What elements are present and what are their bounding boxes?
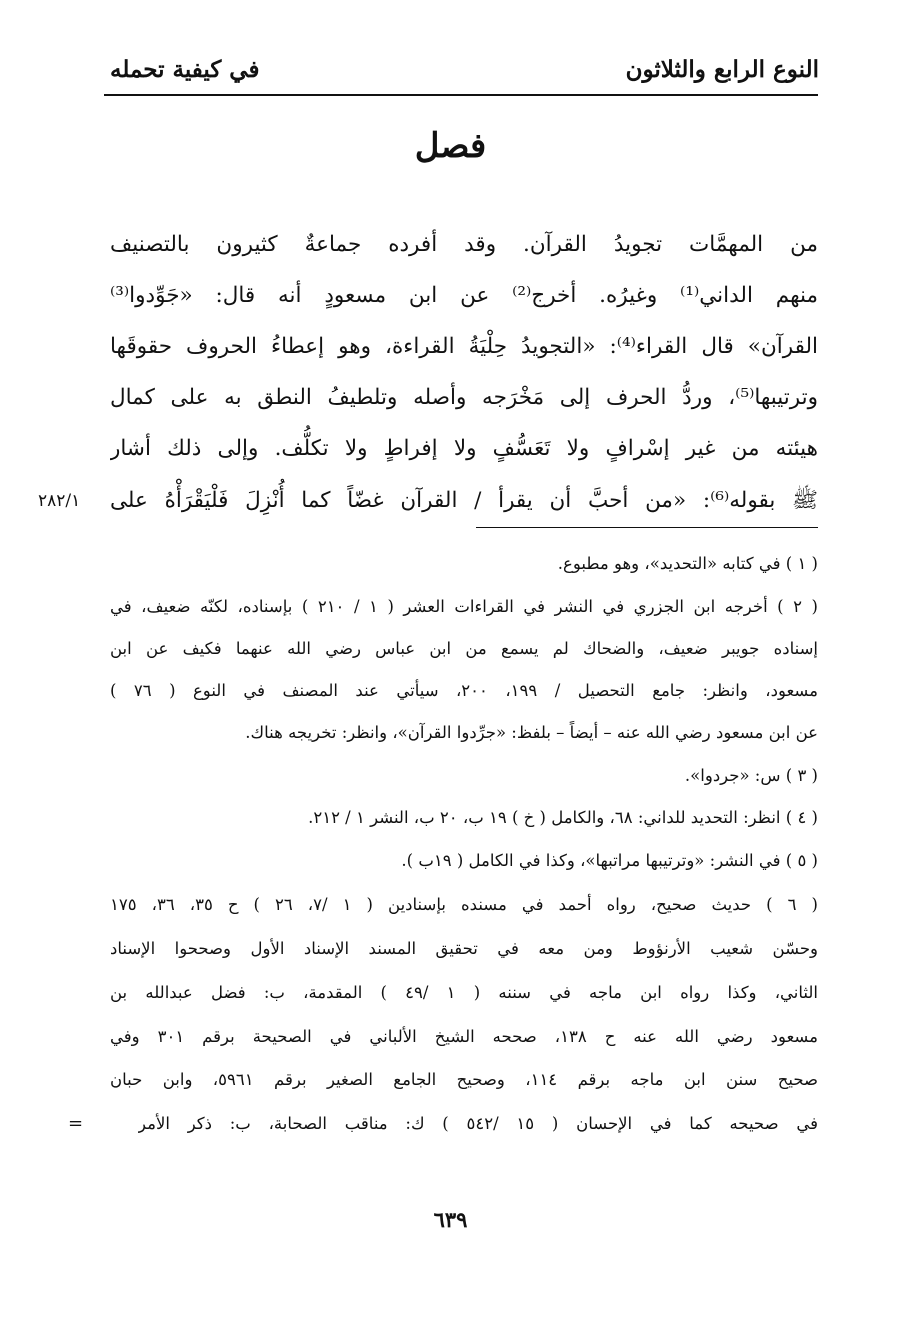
- footnote-line: ( ١ ) في كتابه «التحديد»، وهو مطبوع.: [557, 554, 818, 573]
- running-header-topic: في كيفية تحمله: [110, 56, 260, 83]
- footnote-line: الثاني، وكذا رواه ابن ماجه في سننه ( ١ /٤٩ ) المقدمة، ب: فضل عبدالله بن: [110, 983, 818, 1002]
- margin-page-reference: ٢٨٢/١: [38, 491, 81, 511]
- running-header-chapter: النوع الرابع والثلاثون: [625, 56, 819, 83]
- section-title: فصل: [414, 126, 487, 166]
- footnote-line: ( ٣ ) س: «جردوا».: [684, 766, 818, 785]
- footnote-line: مسعود رضي الله عنه ح ١٣٨، صححه الشيخ الألباني في الصحيحة برقم ٣٠١ وفي: [110, 1027, 818, 1046]
- footnote-line: إسناده جويبر ضعيف، والضحاك لم يسمع من ابن عباس رضي الله عنهما فكيف عن ابن: [110, 639, 818, 658]
- footnote-line: ( ٥ ) في النشر: «وترتيبها مراتبها»، وكذا في الكامل ( ١٩ب ).: [401, 851, 818, 870]
- footnote-line: في صحيحه كما في الإحسان ( ١٥ /٥٤٢ ) ك: مناقب الصحابة، ب: ذكر الأمر: [138, 1114, 818, 1133]
- body-line: من المهمَّات تجويدُ القرآن. وقد أفرده جماعةٌ كثيرون بالتصنيف: [110, 232, 818, 257]
- footnote-line: ( ٦ ) حديث صحيح، رواه أحمد في مسنده بإسنادين ( ١ /٧، ٢٦ ) ح ٣٥، ٣٦، ١٧٥: [110, 895, 818, 914]
- footnote-separator: [476, 527, 818, 528]
- body-line: القرآن» قال القراء⁽⁴⁾: «التجويدُ حِلْيَةُ القراءة، وهو إعطاءُ الحروف حقوقَها: [110, 334, 818, 359]
- body-line: ﷺ بقوله⁽⁶⁾: «من أحبَّ أن يقرأ / القرآن غضّاً كما أُنْزِلَ فَلْيَقْرَأْهُ على: [110, 488, 818, 513]
- footnote-line: عن ابن مسعود رضي الله عنه – أيضاً – بلفظ: «جرِّدوا القرآن»، وانظر: تخريجه هناك.: [245, 723, 818, 742]
- body-line: منهم الداني⁽¹⁾ وغيرُه. أخرج⁽²⁾ عن ابن مسعودٍ أنه قال: «جَوِّدوا⁽³⁾: [110, 283, 818, 308]
- footnote-line: ( ٢ ) أخرجه ابن الجزري في النشر في القراءات العشر ( ١ / ٢١٠ ) بإسناده، لكنّه ضعيف، في: [110, 597, 818, 616]
- footnote-line: ( ٤ ) انظر: التحديد للداني: ٦٨، والكامل ( خ ) ١٩ ب، ٢٠ ب، النشر ١ / ٢١٢.: [308, 808, 818, 827]
- footnote-line: وحسّن شعيب الأرنؤوط ومن معه في تحقيق المسند الإسناد الأول وصححوا الإسناد: [110, 939, 818, 958]
- body-line: وترتيبها⁽⁵⁾، وردُّ الحرف إلى مَخْرَجه وأصله وتلطيفُ النطق به على كمال: [110, 385, 818, 410]
- body-line: هيئته من غير إسْرافٍ ولا تَعَسُّفٍ ولا إفراطٍ ولا تكلُّف. وإلى ذلك أشار: [110, 436, 818, 461]
- header-rule: [104, 94, 818, 96]
- footnote-line: مسعود، وانظر: جامع التحصيل / ١٩٩، ٢٠٠، سيأتي عند المصنف في النوع ( ٧٦ ): [110, 681, 818, 700]
- continuation-mark: =: [68, 1113, 84, 1134]
- page-number: ٦٣٩: [433, 1207, 468, 1232]
- footnote-line: صحيح سنن ابن ماجه برقم ١١٤، وصحيح الجامع الصغير برقم ٥٩٦١، وابن حبان: [110, 1070, 818, 1089]
